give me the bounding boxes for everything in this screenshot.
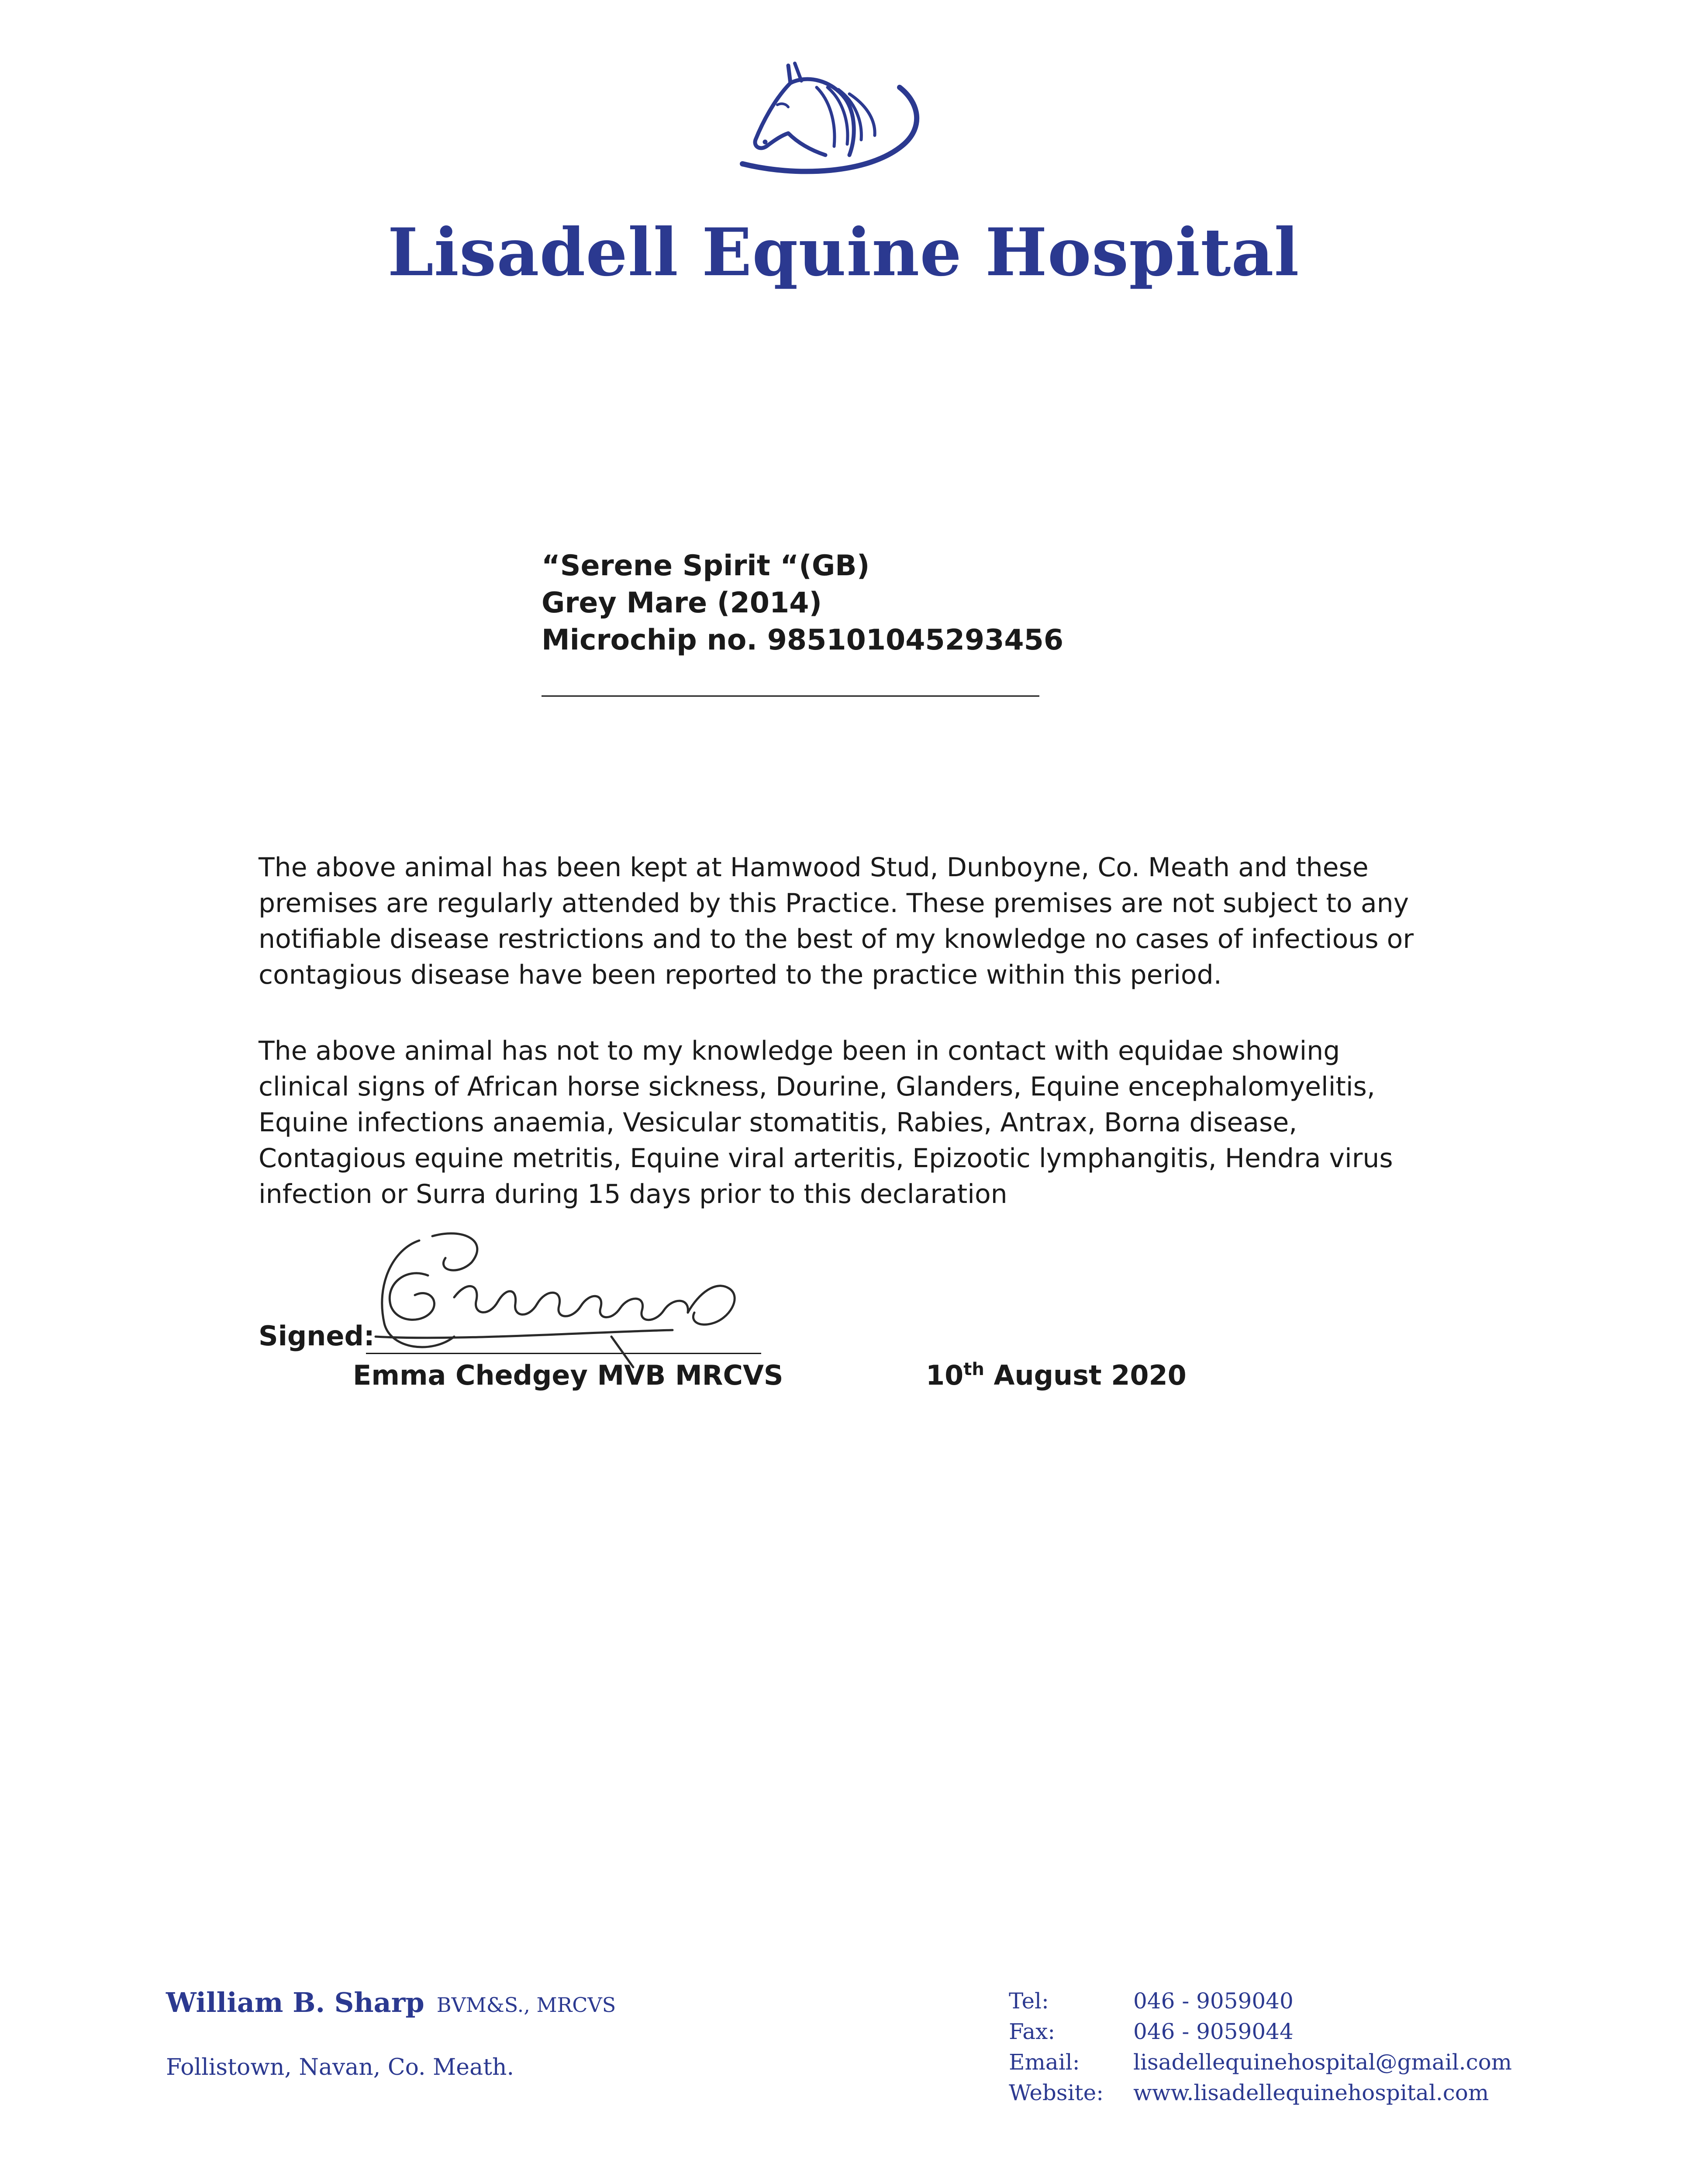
fax-label: Fax: — [1009, 2019, 1056, 2044]
paragraph-line: Contagious equine metritis, Equine viral arteritis, Epizootic lymphangitis, Hendra virus — [259, 1143, 1393, 1174]
tel-value: 046 - 9059040 — [1133, 1988, 1294, 2014]
signed-label: Signed: — [259, 1320, 375, 1352]
tel-label: Tel: — [1009, 1988, 1049, 2014]
paragraph-line: Equine infections anaemia, Vesicular stomatitis, Rabies, Antrax, Borna disease, — [259, 1107, 1297, 1138]
paragraph-line: infection or Surra during 15 days prior to this declaration — [259, 1179, 1007, 1209]
date-month-year: August 2020 — [984, 1359, 1187, 1391]
signature-date — [926, 1359, 1187, 1391]
footer-practitioner — [166, 1987, 616, 2018]
website-value[interactable]: www.lisadellequinehospital.com — [1133, 2080, 1489, 2105]
paragraph-line: contagious disease have been reported to the practice within this period. — [259, 960, 1222, 990]
premises-statement — [259, 850, 1464, 993]
contact-declaration — [259, 1033, 1464, 1212]
practitioner-name: William B. Sharp — [166, 1987, 424, 2018]
website-label: Website: — [1009, 2080, 1104, 2105]
practice-address: Follistown, Navan, Co. Meath. — [166, 2054, 514, 2080]
paragraph-line: The above animal has not to my knowledge been in contact with equidae showing — [259, 1036, 1340, 1066]
fax-value: 046 - 9059044 — [1133, 2019, 1294, 2044]
paragraph-line: The above animal has been kept at Hamwood Stud, Dunboyne, Co. Meath and these — [259, 852, 1369, 883]
paragraph-line: clinical signs of African horse sickness, Dourine, Glanders, Equine encephalomyelitis, — [259, 1071, 1375, 1102]
date-ordinal: th — [963, 1359, 984, 1379]
email-label: Email: — [1009, 2049, 1080, 2075]
horse-head-logo — [725, 57, 939, 183]
handwritten-signature — [367, 1223, 795, 1380]
animal-divider — [542, 695, 1039, 697]
paragraph-line: notifiable disease restrictions and to the best of my knowledge no cases of infectious or — [259, 924, 1414, 954]
paragraph-line: premises are regularly attended by this Practice. These premises are not subject to any — [259, 888, 1409, 919]
date-day: 10 — [926, 1359, 964, 1391]
signatory-name: Emma Chedgey MVB MRCVS — [353, 1359, 783, 1391]
practitioner-qualifications: BVM&S., MRCVS — [436, 1993, 616, 2017]
hospital-name: Lisadell Equine Hospital — [387, 214, 1300, 291]
animal-description: Grey Mare (2014) — [542, 587, 822, 619]
animal-name: “Serene Spirit “(GB) — [542, 549, 870, 582]
microchip-number: Microchip no. 985101045293456 — [542, 624, 1064, 657]
email-value[interactable]: lisadellequinehospital@gmail.com — [1133, 2049, 1512, 2075]
